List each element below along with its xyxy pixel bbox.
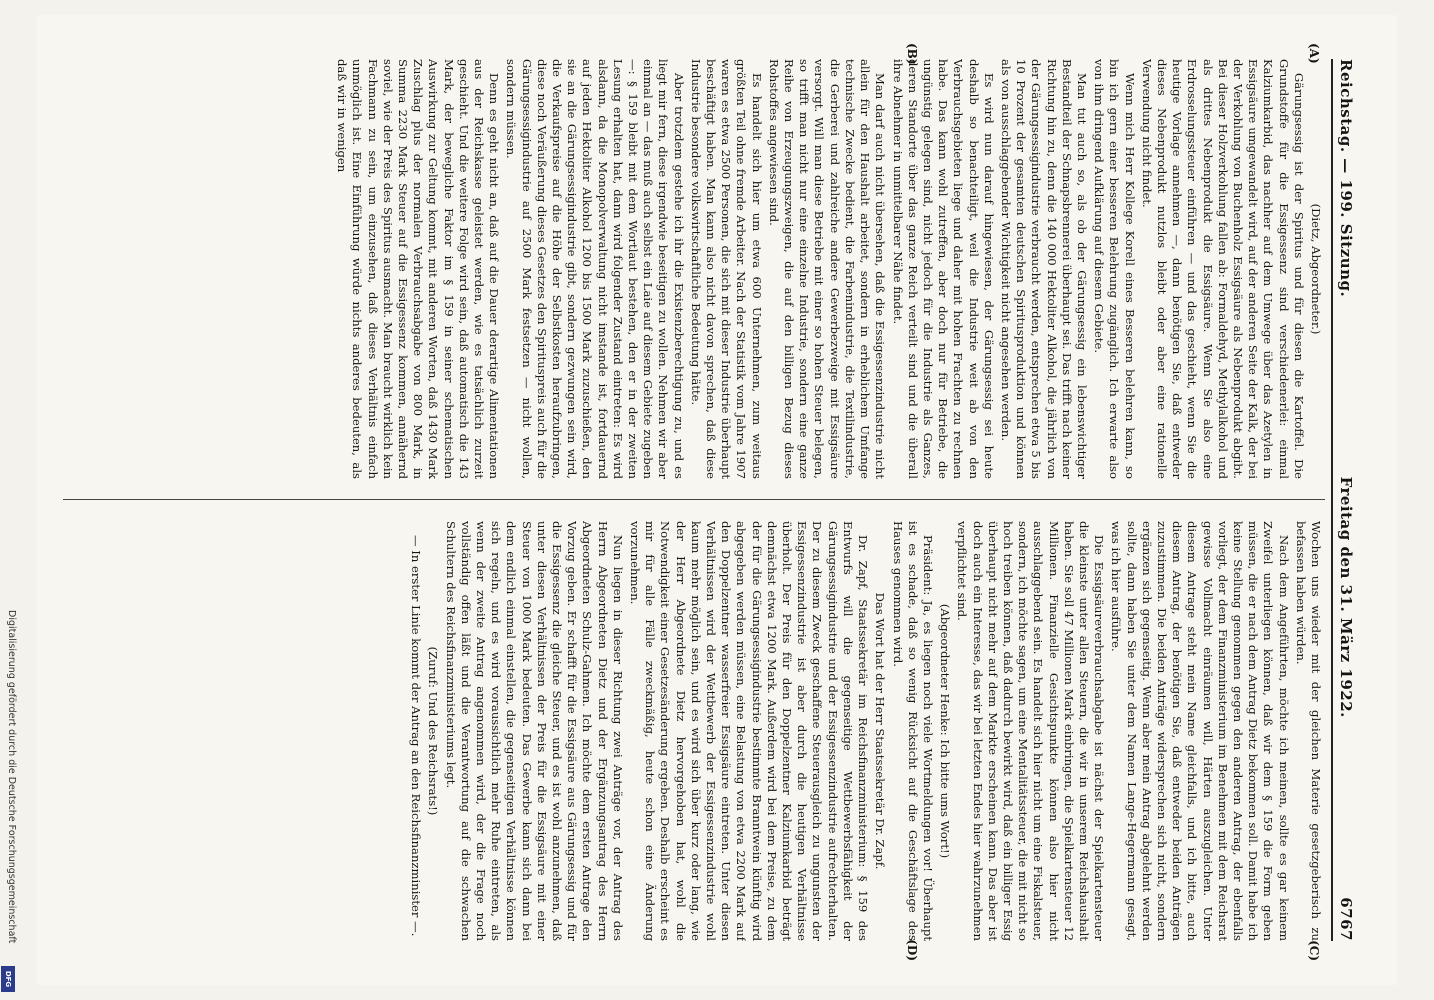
digitization-note	[3, 610, 17, 990]
header-left: Reichstag. — 199. Sitzung.	[1337, 59, 1355, 298]
paragraph: Wochen uns wieder mit der gleichen Materie gesetzgeberisch zu befassen haben würden.	[1293, 521, 1323, 941]
paragraph: Nun liegen in dieser Richtung zwei Anträge vor, der Antrag des Herrn Abgeordneten Dietz und der Ergänzungsantrag des Herrn Abgeordneten Schulz-Gahmen. Ich möchte dem ersten Antrage den Vorzug geben. Er schafft für die Essigsäure aus Gärungsessig und für die Essigessenz die gleiche Steuer, und es ist wohl anzunehmen, daß unter diesen Verhältnissen der Preis für die Essigsäure mit einer Steuer von 1000 Mark bedeuten. Das Gewerbe kann sich dann bei dem endlich einmal einstellen, die gegenseitigen Verhältnisse können sich regeln, und es wird voraussichtlich mehr Ruhe eintreten, als wenn der zweite Antrag angenommen wird, der die Frage noch vollständig offen läßt und die Verantwortung auf die schwachen Schultern des Reichsfinanzministeriums legt.	[443, 521, 625, 941]
paragraph: Es wird nun darauf hingewiesen, der Gärungsessig sei heute deshalb so benachteiligt, weil die Industrie weit ab von den Verbrauchsgebieten liege und daher mit hohen Frachten zu rechnen habe. Das kann wohl zutreffen, aber doch nur für Betriebe, die ungünstig gelegen sind, nicht jedoch für die Industrie als Ganzes, deren Standorte über das ganze Reich verteilt sind und die überall ihre Abnehmer in unmittelbarer Nähe findet.	[890, 59, 996, 479]
paragraph: Präsident: Ja, es liegen noch viele Wortmeldungen vor! Überhaupt ist es schade, daß so wenig Rücksicht auf die Geschäftslage des Hauses genommen wird.	[890, 521, 935, 941]
interjection: (Abgeordneter Henke: Ich bitte ums Wort!)	[938, 603, 953, 859]
margin-marker-b: (B)	[905, 43, 919, 65]
paragraph: Aber trotzdem gestehe ich ihr die Existenzberechtigung zu, und es liegt mir fern, diese irgendwie beseitigen zu wollen. Nehmen wir aber einmal an — das muß auch selbst ein Laie auf diesem Gebiete zugeben —: § 159 bleibt mit dem Wortlaut bestehen, den er in der zweiten Lesung erhalten hat, dann wird folgender Zustand eintreten: Es wird alsdann, da die Monopolverwaltung nicht imstande ist, fortdauernd auf jeden Hektoliter Alkohol 1200 bis 1500 Mark zuzuschießen, den sie an die Gärungsessigindustrie gibt, sondern gezwungen sein wird, die Verkaufspreise auf die Höhe der Selbstkosten heraufzubringen, diese noch Veräußerung dieses Gesetzes den Spirituspreis auch für die Gärungsessigindustrie auf 2500 Mark festsetzen — nicht wollen, sondern müssen.	[504, 59, 686, 479]
dfg-logo-icon	[1, 966, 15, 992]
right-column	[63, 521, 1323, 941]
margin-marker-d: (D)	[905, 939, 919, 961]
newspaper-page	[37, 15, 1397, 985]
paragraph: Die Essigsäureverbrauchsabgabe ist nächst der Spielkartensteuer die kleinste unter allen Steuern, die wir in unserem Reichshaushalt haben. Sie soll 47 Millionen Mark einbringen, die Spielkartensteuer 12 Millionen. Finanzielle Gesichtspunkte können also hier nicht ausschlaggebend sein. Es handelt sich hier nicht um eine Fiskalsteuer, sondern, ich möchte sagen, um eine Mentalitätssteuer, die mit nicht so hoch treiben können, daß dadurch bewirkt wird, daß ein billiger Essig überhaupt nicht mehr auf dem Markte erscheinen kann. Das aber ist doch auch ein Interesse, das wir bei letzten Endes hier wahrzunehmen verpflichtet sind.	[955, 521, 1107, 941]
interjection: (Zuruf: Und des Reichsrats!)	[426, 646, 441, 816]
page-number: 6767	[1337, 897, 1355, 941]
speaker-label: (Dietz, Abgeordneter.)	[1309, 203, 1323, 335]
paragraph: Denn es geht nicht an, daß auf die Dauer derartige Alimentationen aus der Reichskasse geleistet werden, wie es tatsächlich zurzeit geschieht. Und die weitere Folge wird sein, daß automatisch die 143 Mark, der bewegliche Faktor im § 159 in seiner schematischen Auswirkung zur Geltung kommt, mit anderen Worten, daß 1430 Mark Zuschlag plus der normalen Verbrauchsabgabe von 800 Mark, in Summa 2230 Mark Steuer auf die Essigessenz kommen, annähernd soviel, wie der Preis des Spiritus ausmacht. Man braucht wirklich kein Fachmann zu sein, um einzusehen, daß dieses Verhältnis einfach unmöglich ist. Eine Einführung würde nichts anderes bedeuten, als daß wir in wenigen	[335, 59, 502, 479]
paragraph: Man darf auch nicht übersehen, daß die Essigessenzindustrie nicht allein für den Haushalt arbeitet, sondern in erheblichem Umfange technische Zwecke bedient, die Farbenindustrie, die Textilindustrie, die Gerberei und zahlreiche andere Gewerbezweige mit Essigsäure versorgt. Will man diese Betriebe mit einer so hohen Steuer belegen, so trifft man nicht nur eine einzelne Industrie, sondern eine ganze Reihe von Erzeugungszweigen, die auf den billigen Bezug dieses Rohstoffes angewiesen sind.	[766, 59, 888, 479]
digitization-note-text: Digitalisierung gefördert durch die Deutsche Forschungsgemeinschaft	[6, 610, 17, 944]
paragraph: Wenn mich Herr Kollege Korell eines Besseren belehren kann, so bin ich gern einer besseren Belehrung zugänglich. Ich erwarte also von ihm dringend Aufklärung auf diesem Gebiete.	[1092, 59, 1137, 479]
dfg-logo-text: DFG	[4, 970, 12, 988]
header-rule	[1331, 59, 1333, 941]
paragraph: Das Wort hat der Herr Staatssekretär Dr. Zapf.	[873, 592, 888, 870]
margin-marker-a: (A)	[1307, 43, 1321, 64]
paragraph: Gärungsessig ist der Spiritus und für diesen die Kartoffel. Die Grundstoffe für die Essigessenz sind verschiedenerlei: einmal Kalziumkarbid, das nachher auf dem Umwege über das Azetylen in Essigsäure umgewandelt wird, auf der anderen Seite der Kalk, der bei der Verkohlung von Buchenholz Essigsäure als Nebenprodukt abgibt. Bei dieser Holzverkohlung fallen ab: Formaldehyd, Methylalkohol und als drittes Nebenprodukt die Essigsäure. Wenn Sie also eine Erdrosselungssteuer einführen — und das geschieht, wenn Sie die heutige Vorlage annehmen —, dann benötigen Sie, daß entweder dieses Nebenprodukt nutzlos bleibt oder aber eine rationelle Verwendung nicht findet.	[1139, 59, 1306, 479]
header-date: Freitag den 31. März 1922.	[1337, 476, 1355, 718]
paragraph: Es handelt sich hier um etwa 600 Unternehmen, zum weitaus größten Teil ohne fremde Arbeiter. Nach der Statistik vom Jahre 1907 waren es etwa 2500 Personen, die sich mit dieser Industrie überhaupt beschäftigt haben. Man kann also nicht davon sprechen, daß diese Industrie besondere volkswirtschaftliche Bedeutung hätte.	[688, 59, 764, 479]
paragraph: — In erster Linie kommt der Antrag an den Reichsfinanzminister —.	[409, 535, 424, 937]
paragraph: Man tut auch so, als ob der Gärungsessig ein lebenswichtiger Bestandteil der Schnapsbrennerei überhaupt sei. Das trifft nach keiner Richtung hin zu, denn die 140 000 Hektoliter Alkohol, die jährlich von der Gärungsessigindustrie verbraucht werden, entsprechen etwa 5 bis 10 Prozent der gesamten deutschen Spiritusproduktion und können als von ausschlaggebender Wichtigkeit nicht angesehen werden.	[998, 59, 1089, 479]
page-header	[1337, 59, 1363, 941]
paragraph: Dr. Zapf, Staatssekretär im Reichsfinanzministerium: § 159 des Entwurfs will die gegenseitige Wettbewerbsfähigkeit der Gärungsessigindustrie und der Essigessenzindustrie aufrechterhalten. Der zu diesem Zweck geschaffene Steuerausgleich zu ungunsten der Essigessenzindustrie ist aber durch die heutigen Verhältnisse überholt. Der Preis für den Doppelzentner Kalziumkarbid beträgt demnächst etwa 1200 Mark. Außerdem wird bei dem Preise, zu dem der für die Gärungsessigindustrie bestimmte Branntwein künftig wird abgegeben werden müssen, eine Belastung von etwa 2200 Mark auf den Doppelzentner wasserfreier Essigsäure eintreten. Unter diesen Verhältnissen wird der Wettbewerb der Essigessenzindustrie wohl kaum mehr möglich sein, und es wird sich über kurz oder lang, wie der Herr Abgeordnete Dietz hervorgehoben hat, wohl die Notwendigkeit einer Gesetzesänderung ergeben. Deshalb erscheint es mir für alle Fälle zweckmäßig, heute schon eine Änderung vorzunehmen.	[628, 521, 871, 941]
column-rule	[63, 499, 1325, 500]
margin-marker-c: (C)	[1307, 940, 1321, 961]
paragraph: Nach dem Angeführten, möchte ich meinen, sollte es gar keinem Zweifel unterliegen können, daß wir dem § 159 die Form geben müssen, die er nach dem Antrag Dietz bekommen soll. Damit habe ich keine Stellung genommen gegen den anderen Antrag, der ebenfalls vorliegt, der dem Finanzministerium im Benehmen mit dem Reichsrat gewisse Vollmacht einräumen will, Härten auszugleichen. Unter diesem Antrage steht mein Name gleichfalls, und ich bitte, auch diesem Antrag, der benötigen Sie, daß entweder beiden Anträgen zuzustimmen. Die beiden Anträge widersprechen sich nicht, sondern ergänzen sich gegenseitig. Wenn aber mein Antrag abgelehnt werden sollte, dann haben Sie unter dem Namen Lange-Hegermann gesagt, was ich hier ausführe.	[1109, 521, 1291, 941]
left-column	[63, 59, 1323, 479]
